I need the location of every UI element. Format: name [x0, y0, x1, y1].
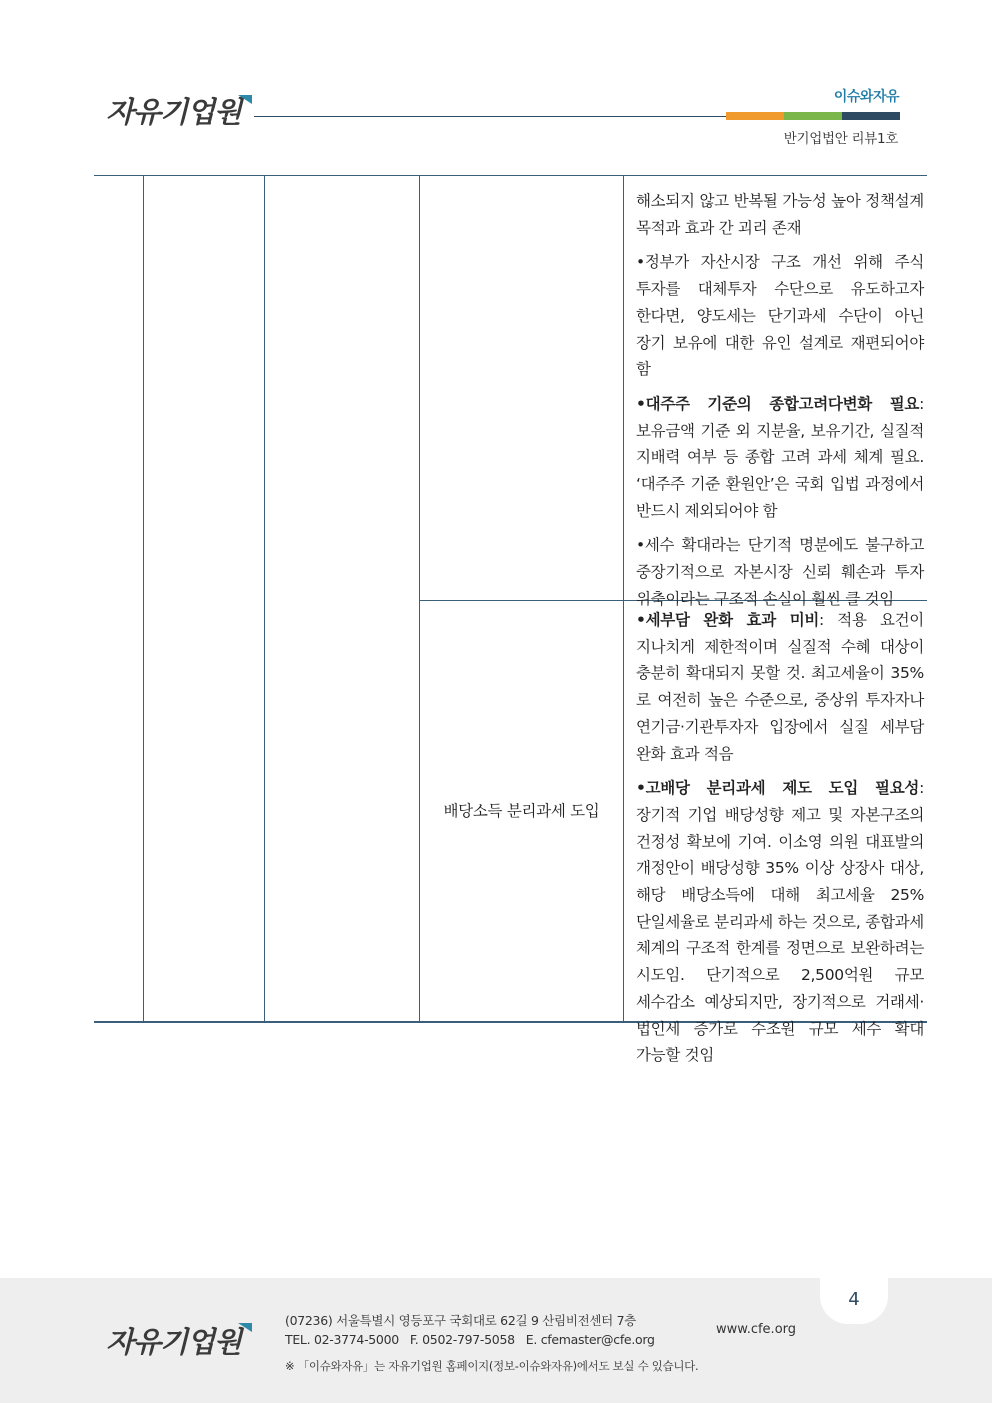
footer-address: (07236) 서울특별시 영등포구 국회대로 62길 9 산림비전센터 7층	[285, 1313, 637, 1328]
header-rule	[254, 116, 726, 117]
logo-accent-mark	[238, 95, 252, 104]
issue-subtitle: 반기업법안 리뷰1호	[783, 131, 898, 147]
table-column-divider	[143, 176, 144, 1021]
color-bar-navy	[842, 112, 900, 120]
footer-logo-accent-mark	[238, 1323, 252, 1332]
page-number: 4	[848, 1289, 860, 1310]
table-column-divider	[264, 176, 265, 1021]
table-column-divider	[419, 176, 420, 1021]
review-paragraph: •세수 확대라는 단기적 명분에도 불구하고 중장기적으로 자본시장 신뢰 훼손과 투자 위축이라는 구조적 손실이 훨씬 클 것임	[636, 536, 924, 608]
header-logo: 자유기업원	[106, 95, 242, 129]
color-bar-green	[784, 112, 842, 120]
review-paragraph: •세부담 완화 효과 미비: 적용 요건이 지나치게 제한적이며 실질적 수혜 대상이 충분히 확대되지 못할 것. 최고세율이 35%로 여전히 높은 수준으로, 중상위 투자자나 연기금·기관투자자 입장에서 실질 세부담 완화 효과 적음	[636, 611, 924, 763]
review-paragraph: 해소되지 않고 반복될 가능성 높아 정책설계 목적과 효과 간 괴리 존재	[636, 192, 924, 237]
review-paragraph: •고배당 분리과세 제도 도입 필요성: 장기적 기업 배당성향 제고 및 자본구조의 건정성 확보에 기여. 이소영 의원 대표발의 개정안이 배당성향 35% 이상 상장사 대상, 해당 배당소득에 대해 최고세율 25% 단일세율로 분리과세 하는 것으로, 종합과세 체계의 구조적 한계를 정면으로 보완하려는 시도임. 단기적으로 2,500억원 규모 세수감소 예상되지만, 장기적으로 거래세·법인세 증가로 수조원 규모 세수 확대 가능할 것임	[636, 779, 924, 1065]
footer-logo: 자유기업원	[106, 1325, 242, 1359]
issue-title: 이슈와자유	[833, 89, 899, 105]
color-bar-orange	[726, 112, 784, 120]
table-column-divider	[623, 176, 624, 1021]
review-paragraph: •대주주 기준의 종합고려다변화 필요: 보유금액 기준 외 지분율, 보유기간, 실질적 지배력 여부 등 종합 고려 과세 체계 필요. ‘대주주 기준 환원안’은 국회 입법 과정에서 반드시 제외되어야 함	[636, 394, 924, 520]
table-row-label: 배당소득 분리과세 도입	[443, 802, 600, 820]
review-paragraph: •정부가 자산시장 구조 개선 위해 주식 투자를 대체투자 수단으로 유도하고자 한다면, 양도세는 단기과세 수단이 아닌 장기 보유에 대한 유인 설계로 재편되어야 함	[636, 253, 924, 379]
table-cell-review-content	[636, 188, 924, 621]
table-top-border	[94, 175, 927, 176]
footer-website-link[interactable]: www.cfe.org	[716, 1322, 797, 1337]
footer-contact: TEL. 02-3774-5000 F. 0502-797-5058 E. cfemaster@cfe.org	[285, 1332, 655, 1347]
footer-note: ※ 「이슈와자유」는 자유기업원 홈페이지(정보-이슈와자유)에서도 보실 수 있습니다.	[285, 1359, 699, 1373]
table-cell-review-content	[636, 607, 924, 1077]
